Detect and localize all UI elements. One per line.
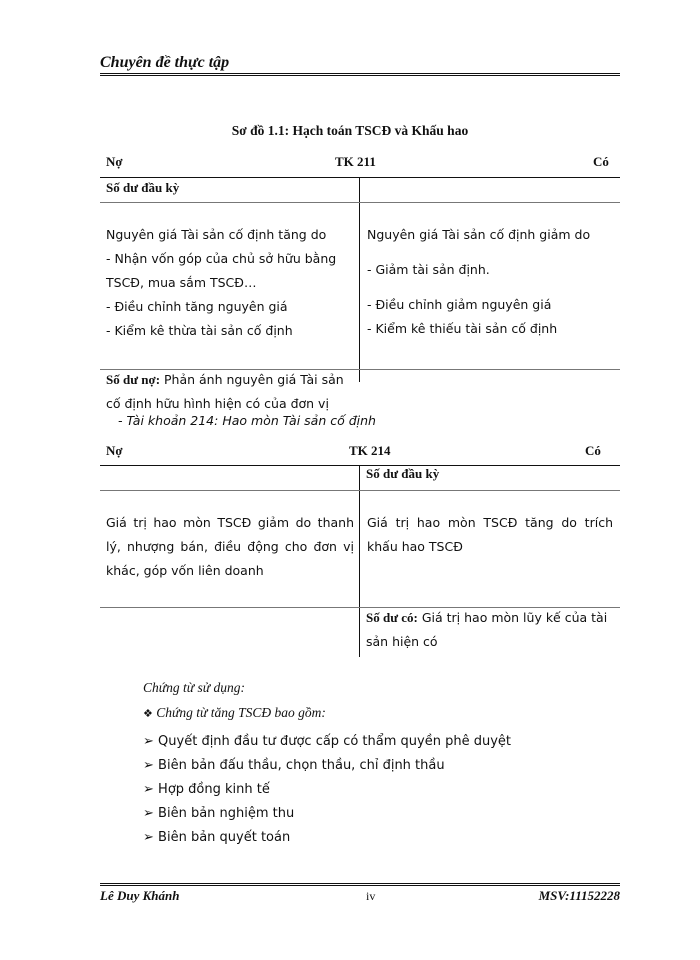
- t211-closing-label: Số dư nợ:: [106, 372, 161, 387]
- documents-subheading-text: Chứng từ tăng TSCĐ bao gồm:: [156, 705, 326, 720]
- footer-page-number: iv: [366, 889, 376, 903]
- t214-debit-label: Nợ: [106, 443, 123, 458]
- documents-heading: Chứng từ sử dụng:: [143, 680, 245, 695]
- t211-opening-line: [100, 202, 620, 203]
- list-item: ➢ Biên bản nghiệm thu: [143, 806, 295, 821]
- t214-credit-label: Có: [585, 443, 601, 458]
- t214-opening-balance: Số dư đầu kỳ: [366, 466, 440, 481]
- t211-closing-text-2: cố định hữu hình hiện có của đơn vị: [106, 396, 329, 411]
- arrow-bullet-icon: ➢: [143, 758, 154, 773]
- t214-divider: [359, 465, 360, 657]
- page-header-title: Chuyên đề thực tập: [100, 54, 230, 71]
- diagram-title: Sơ đồ 1.1: Hạch toán TSCĐ và Khấu hao: [231, 123, 469, 138]
- t214-credit-line: Giá trị hao mòn TSCĐ tăng do trích: [367, 515, 613, 530]
- t214-debit-line: khác, góp vốn liên doanh: [106, 563, 264, 578]
- footer-rule: [100, 883, 620, 886]
- list-item: ➢ Biên bản đấu thầu, chọn thầu, chỉ định thầu: [143, 758, 445, 773]
- documents-list: [143, 730, 511, 850]
- arrow-bullet-icon: ➢: [143, 806, 154, 821]
- t214-opening-line: [100, 490, 620, 491]
- t214-credit-entries: [367, 511, 613, 559]
- t214-closing-text-2: sản hiện có: [366, 634, 438, 649]
- t214-debit-line: lý, nhượng bán, điều động cho đơn vị: [106, 539, 354, 554]
- t211-credit-line: Nguyên giá Tài sản cố định giảm do: [367, 227, 591, 242]
- t211-closing-balance: [106, 368, 356, 416]
- t214-closing-text: Giá trị hao mòn lũy kế của tài: [417, 610, 608, 625]
- documents-subheading: [143, 705, 326, 721]
- arrow-bullet-icon: ➢: [143, 782, 154, 797]
- t211-debit-line: - Nhận vốn góp của chủ sở hữu bằng: [106, 251, 337, 266]
- t214-closing-label: Số dư có:: [366, 610, 418, 625]
- t211-debit-entries: [106, 223, 352, 343]
- header-rule: [100, 73, 620, 76]
- t211-credit-label: Có: [593, 154, 609, 169]
- t211-credit-entries: [367, 223, 617, 341]
- footer-author: Lê Duy Khánh: [100, 888, 180, 903]
- t214-caption: - Tài khoản 214: Hao mòn Tài sản cố định: [118, 413, 376, 428]
- t211-debit-label: Nợ: [106, 154, 123, 169]
- t211-credit-line: - Giảm tài sản định.: [367, 262, 490, 277]
- t211-divider: [359, 177, 360, 382]
- t211-account-name: TK 211: [335, 154, 376, 169]
- t211-opening-balance: Số dư đầu kỳ: [106, 180, 180, 195]
- t214-top-line: [100, 465, 620, 466]
- t214-closing-balance: [366, 606, 618, 654]
- list-item: ➢ Quyết định đầu tư được cấp có thẩm quyền phê duyệt: [143, 734, 511, 749]
- diamond-bullet-icon: ❖: [143, 707, 153, 720]
- list-item: ➢ Hợp đồng kinh tế: [143, 782, 270, 797]
- t214-debit-entries: [106, 511, 354, 583]
- t211-debit-line: Nguyên giá Tài sản cố định tăng do: [106, 227, 327, 242]
- t211-closing-text: Phản ánh nguyên giá Tài sản: [160, 372, 344, 387]
- t214-debit-line: Giá trị hao mòn TSCĐ giảm do thanh: [106, 515, 354, 530]
- arrow-bullet-icon: ➢: [143, 734, 154, 749]
- t211-debit-line: - Kiểm kê thừa tài sản cố định: [106, 323, 293, 338]
- t214-credit-line: khấu hao TSCĐ: [367, 539, 463, 554]
- list-item: ➢ Biên bản quyết toán: [143, 830, 291, 845]
- t211-credit-line: - Kiểm kê thiếu tài sản cố định: [367, 321, 558, 336]
- t211-debit-line: TSCĐ, mua sắm TSCĐ…: [106, 275, 257, 290]
- arrow-bullet-icon: ➢: [143, 830, 154, 845]
- footer-student-id: MSV:11152228: [538, 888, 620, 903]
- t211-credit-line: - Điều chỉnh giảm nguyên giá: [367, 297, 552, 312]
- t214-account-name: TK 214: [349, 443, 391, 458]
- t211-debit-line: - Điều chỉnh tăng nguyên giá: [106, 299, 288, 314]
